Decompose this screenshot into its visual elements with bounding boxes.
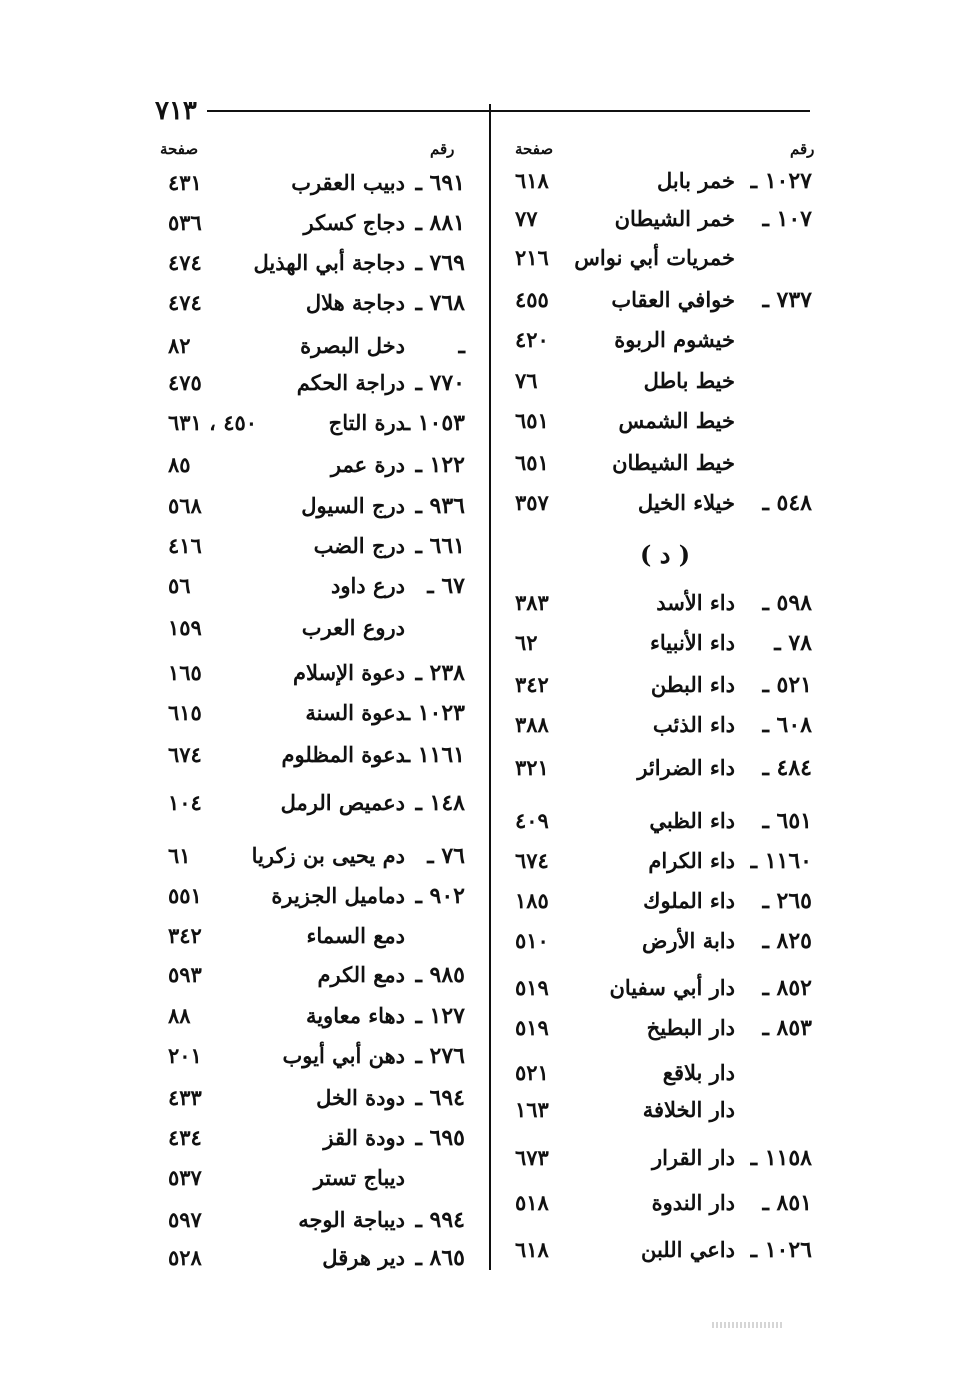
entry-number: ٢٣٨ ـ (415, 660, 465, 686)
entry-page: ٥٢١ (515, 1060, 549, 1085)
entry-title: داء البطن (650, 672, 735, 697)
entry-page: ٦٥١ (515, 408, 549, 433)
left-col-num-label: رقم (430, 140, 455, 158)
entry-number: ٦٦١ ـ (415, 533, 465, 559)
entry-page: ٦٢ (515, 630, 538, 655)
index-entry (0, 210, 975, 250)
entry-page: ١٥٩ (168, 615, 202, 640)
entry-title: درج السيول (301, 493, 405, 518)
entry-page: ٦١٨ (515, 168, 549, 193)
entry-number: ـ (458, 333, 465, 359)
entry-page: ٥٢٨ (168, 1245, 202, 1270)
entry-page: ٥٣٦ (168, 210, 202, 235)
header-rule (207, 110, 810, 112)
entry-number: ١٠٢٧ ـ (750, 168, 812, 194)
entry-page: ٤٣٣ (168, 1085, 202, 1110)
entry-title: دعوة السنة (305, 700, 405, 725)
entry-page: ٥١٩ (515, 1015, 549, 1040)
entry-number: ٨٦٥ ـ (415, 1245, 465, 1271)
entry-page: ٣٥٧ (515, 490, 549, 515)
entry-number: ٨٥٢ ـ (762, 975, 812, 1001)
entry-page: ٦٥١ (515, 450, 549, 475)
entry-number: ٧٦ ـ (427, 843, 465, 869)
entry-title: خمريات أبي نواس (574, 245, 735, 270)
index-entry (0, 790, 975, 830)
index-entry (0, 1165, 975, 1205)
index-entry (0, 1245, 975, 1285)
entry-title: دخل البصرة (300, 333, 405, 358)
entry-number: ٤٨٤ ـ (762, 755, 812, 781)
entry-title: خيلاء الخيل (637, 490, 735, 515)
entry-number: ٢٧٦ ـ (415, 1043, 465, 1069)
entry-title: دهن أبي أيوب (282, 1043, 405, 1068)
entry-page: ٣٨٣ (515, 590, 549, 615)
entry-title: دماميل الجزيرة (271, 883, 405, 908)
entry-page: ٤٧٤ (168, 250, 202, 275)
entry-title: دمع السماء (306, 923, 405, 948)
index-entry (0, 615, 975, 655)
entry-page: ٤١٦ (168, 533, 202, 558)
entry-title: خمر الشيطان (614, 206, 735, 231)
entry-title: دار بلاقع (662, 1060, 735, 1085)
entry-number: ١١٦٠ ـ (750, 848, 812, 874)
entry-title: دار أبي سفيان (609, 975, 735, 1000)
entry-number: ٩٠٢ ـ (415, 883, 465, 909)
entry-number: ٩٣٦ ـ (415, 493, 465, 519)
index-entry (0, 452, 975, 492)
index-entry (0, 333, 975, 373)
entry-title: دير هرقل (322, 1245, 405, 1270)
entry-page: ٧٦ (515, 368, 538, 393)
entry-number: ٧٧٠ ـ (415, 370, 465, 396)
entry-title: دجاجة أبي الهذيل (253, 250, 405, 275)
entry-title: داء الذئب (652, 712, 735, 737)
entry-number: ١٠٢٦ ـ (750, 1237, 812, 1263)
entry-page: ٨٥ (168, 452, 191, 477)
entry-number: ١٠٢٣ ـ (403, 700, 465, 726)
entry-title: دم يحيى بن زكريا (251, 843, 405, 868)
index-entry (0, 533, 975, 573)
entry-page: ٤٧٥ (168, 370, 202, 395)
entry-title: دبيب العقرب (291, 170, 405, 195)
entry-title: دجاج كسكر (303, 210, 405, 235)
entry-page: ٥٥١ (168, 883, 202, 908)
entry-title: خمر بابل (656, 168, 735, 193)
entry-number: ١١٥٨ ـ (750, 1145, 812, 1171)
entry-title: دروع العرب (301, 615, 405, 640)
entry-number: ٨٢٥ ـ (762, 928, 812, 954)
entry-title: دمع الكرم (317, 962, 405, 987)
entry-page: ٢٠١ (168, 1043, 202, 1068)
entry-page: ٦١٥ (168, 700, 202, 725)
index-entry (0, 660, 975, 700)
entry-title: دعوة الإسلام (293, 660, 405, 685)
index-entry (0, 410, 975, 450)
entry-page: ١٦٣ (515, 1097, 549, 1122)
entry-title: خيط باطل (643, 368, 735, 393)
section-letter: ( د ) (640, 540, 691, 569)
entry-number: ٦٧ ـ (427, 573, 465, 599)
entry-page: ٤٣١ (168, 170, 202, 195)
entry-number: ٨٥٣ ـ (762, 1015, 812, 1041)
entry-page: ٦١٨ (515, 1237, 549, 1262)
entry-number: ١٢٢ ـ (415, 452, 465, 478)
entry-page: ٤٥٥ (515, 287, 549, 312)
entry-page: ٥٦ (168, 573, 191, 598)
index-entry (0, 493, 975, 533)
entry-title: خيط الشمس (618, 408, 735, 433)
entry-title: درة عمر (330, 452, 405, 477)
entry-number: ١٠٥٣ ـ (403, 410, 465, 436)
entry-title: دار الندوة (651, 1190, 735, 1215)
entry-page: ٤٣٤ (168, 1125, 202, 1150)
print-smudge (712, 1322, 782, 1328)
right-col-num-label: رقم (790, 140, 815, 158)
entry-title: دار القرار (651, 1145, 735, 1170)
index-entry (0, 1125, 975, 1165)
index-entry (0, 1085, 975, 1125)
entry-number: ٥٤٨ ـ (762, 490, 812, 516)
entry-title: خيط الشيطان (612, 450, 735, 475)
index-entry (0, 1043, 975, 1083)
entry-number: ٨٥١ ـ (762, 1190, 812, 1216)
entry-title: درع داود (330, 573, 405, 598)
entry-title: دراجة الحكم (296, 370, 405, 395)
entry-title: داء الأنبياء (650, 630, 735, 655)
entry-number: ٦٩٥ ـ (415, 1125, 465, 1151)
index-entry (0, 883, 975, 923)
left-col-page-label: صفحة (160, 140, 199, 158)
index-entry (0, 1003, 975, 1043)
page-number: ٧١٣ (155, 96, 197, 126)
entry-number: ١١٦١ ـ (403, 742, 465, 768)
entry-number: ٧٦٨ ـ (415, 290, 465, 316)
entry-page: ١٦٥ (168, 660, 202, 685)
entry-number: ٨٨١ ـ (415, 210, 465, 236)
index-entry (0, 290, 975, 330)
index-entry (0, 1207, 975, 1247)
index-entry (0, 250, 975, 290)
entry-number: ٦٩١ ـ (415, 170, 465, 196)
entry-title: دعوة المظلوم (281, 742, 405, 767)
entry-number: ٥٩٨ ـ (762, 590, 812, 616)
entry-page: ١٠٤ (168, 790, 202, 815)
entry-number: ٧٦٩ ـ (415, 250, 465, 276)
entry-page: ٣٤٢ (515, 672, 549, 697)
index-entry (0, 700, 975, 740)
entry-title: دودة الخل (316, 1085, 405, 1110)
entry-number: ١٤٨ ـ (415, 790, 465, 816)
entry-number: ١٠٧ ـ (762, 206, 812, 232)
entry-title: داء الظبي (649, 808, 735, 833)
entry-page: ٥٣٧ (168, 1165, 202, 1190)
entry-page: ٦١ (168, 843, 191, 868)
index-entry (0, 843, 975, 883)
entry-number: ٦٩٤ ـ (415, 1085, 465, 1111)
entry-title: دار البطيخ (646, 1015, 735, 1040)
entry-page: ٦٧٤ (168, 742, 202, 767)
entry-page: ٣٢١ (515, 755, 549, 780)
index-entry (0, 923, 975, 963)
entry-page: ٥٦٨ (168, 493, 202, 518)
entry-title: دودة القز (323, 1125, 405, 1150)
entry-title: دجاجة هلال (305, 290, 405, 315)
entry-title: درة التاج (328, 410, 405, 435)
entry-page: ٤٢٠ (515, 327, 549, 352)
entry-title: دعميص الرمل (280, 790, 405, 815)
entry-number: ٩٨٥ ـ (415, 962, 465, 988)
entry-page: ٣٨٨ (515, 712, 549, 737)
index-entry (0, 573, 975, 613)
right-col-page-label: صفحة (515, 140, 554, 158)
entry-page: ٨٢ (168, 333, 191, 358)
entry-number: ٧٣٧ ـ (762, 287, 812, 313)
entry-title: دابة الأرض (642, 928, 735, 953)
entry-page: ٥٩٣ (168, 962, 202, 987)
entry-number: ٥٢١ ـ (762, 672, 812, 698)
entry-number: ١٢٧ ـ (415, 1003, 465, 1029)
entry-title: ديباج تستر (313, 1165, 405, 1190)
entry-title: داء الملوك (643, 888, 735, 913)
entry-title: ديباجة الوجه (298, 1207, 405, 1232)
entry-title: درج الضب (313, 533, 405, 558)
entry-page: ٥١٩ (515, 975, 549, 1000)
entry-page: ٣٤٢ (168, 923, 202, 948)
index-entry (0, 742, 975, 782)
index-entry (0, 170, 975, 210)
entry-page: ٥١٠ (515, 928, 549, 953)
entry-title: داعي اللبن (640, 1237, 735, 1262)
entry-page: ٤٠٩ (515, 808, 549, 833)
entry-page: ٤٧٤ (168, 290, 202, 315)
entry-number: ٦٥١ ـ (762, 808, 812, 834)
entry-number: ٧٨ ـ (774, 630, 812, 656)
entry-title: خيشوم الربوة (614, 327, 735, 352)
entry-title: دار الخلافة (642, 1097, 735, 1122)
entry-page: ٢١٦ (515, 245, 549, 270)
entry-title: داء الضرائر (637, 755, 735, 780)
index-entry (0, 370, 975, 410)
entry-number: ٢٦٥ ـ (762, 888, 812, 914)
entry-number: ٦٠٨ ـ (762, 712, 812, 738)
entry-page: ٧٧ (515, 206, 538, 231)
entry-page: ٦٧٤ (515, 848, 549, 873)
entry-page: ١٨٥ (515, 888, 549, 913)
entry-page: ٨٨ (168, 1003, 191, 1028)
entry-page: ٦٧٣ (515, 1145, 549, 1170)
entry-page: ٤٥٠ ، ٦٣١ (168, 410, 258, 435)
entry-title: دهاء معاوية (305, 1003, 405, 1028)
entry-page: ٥٩٧ (168, 1207, 202, 1232)
entry-title: داء الأسد (656, 590, 735, 615)
entry-title: داء الكرام (648, 848, 735, 873)
index-entry (0, 962, 975, 1002)
entry-page: ٥١٨ (515, 1190, 549, 1215)
entry-number: ٩٩٤ ـ (415, 1207, 465, 1233)
entry-title: خوافي العقاب (611, 287, 735, 312)
